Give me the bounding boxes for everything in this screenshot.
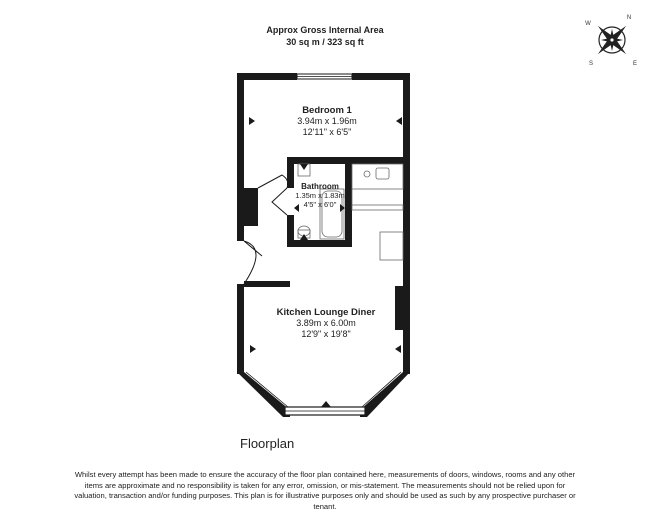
compass-south: S bbox=[588, 61, 594, 67]
disclaimer-text: Whilst every attempt has been made to ensure the accuracy of the floor plan contained here, measurements of doors, windows, rooms and any other items are approximate and no responsibility is taken for any error, omission, or mis-statement. The measurements should not be relied upon for valuation, transaction and/or funding purposes. This plan is for illustrative purposes only and should be used as such by any prospective purchaser or tenant. bbox=[74, 470, 576, 511]
room-metric: 1.35m x 1.83m bbox=[295, 191, 345, 200]
room-metric: 3.94m x 1.96m bbox=[297, 116, 357, 126]
room-name: Kitchen Lounge Diner bbox=[276, 307, 376, 318]
area-title: Approx Gross Internal Area bbox=[266, 25, 384, 35]
room-bathroom bbox=[294, 182, 346, 209]
room-name: Bedroom 1 bbox=[302, 105, 352, 116]
bay-window bbox=[237, 372, 410, 417]
room-metric: 3.89m x 6.00m bbox=[296, 318, 356, 328]
room-name: Bathroom bbox=[301, 182, 339, 191]
floorplan-label: Floorplan bbox=[240, 436, 295, 451]
area-value: 30 sq m / 323 sq ft bbox=[286, 37, 364, 47]
room-imperial: 12'9" x 19'8" bbox=[301, 329, 351, 339]
compass-east: E bbox=[632, 61, 638, 67]
window-bedroom bbox=[297, 74, 352, 79]
room-imperial: 12'11" x 6'5" bbox=[302, 127, 352, 137]
room-imperial: 4'5" x 6'0" bbox=[303, 200, 337, 209]
compass-north: N bbox=[626, 15, 632, 21]
compass-west: W bbox=[585, 21, 591, 27]
room-bedroom-1 bbox=[282, 105, 372, 138]
room-kitchen-lounge-diner bbox=[268, 307, 384, 340]
kitchen-fixtures bbox=[352, 164, 403, 260]
